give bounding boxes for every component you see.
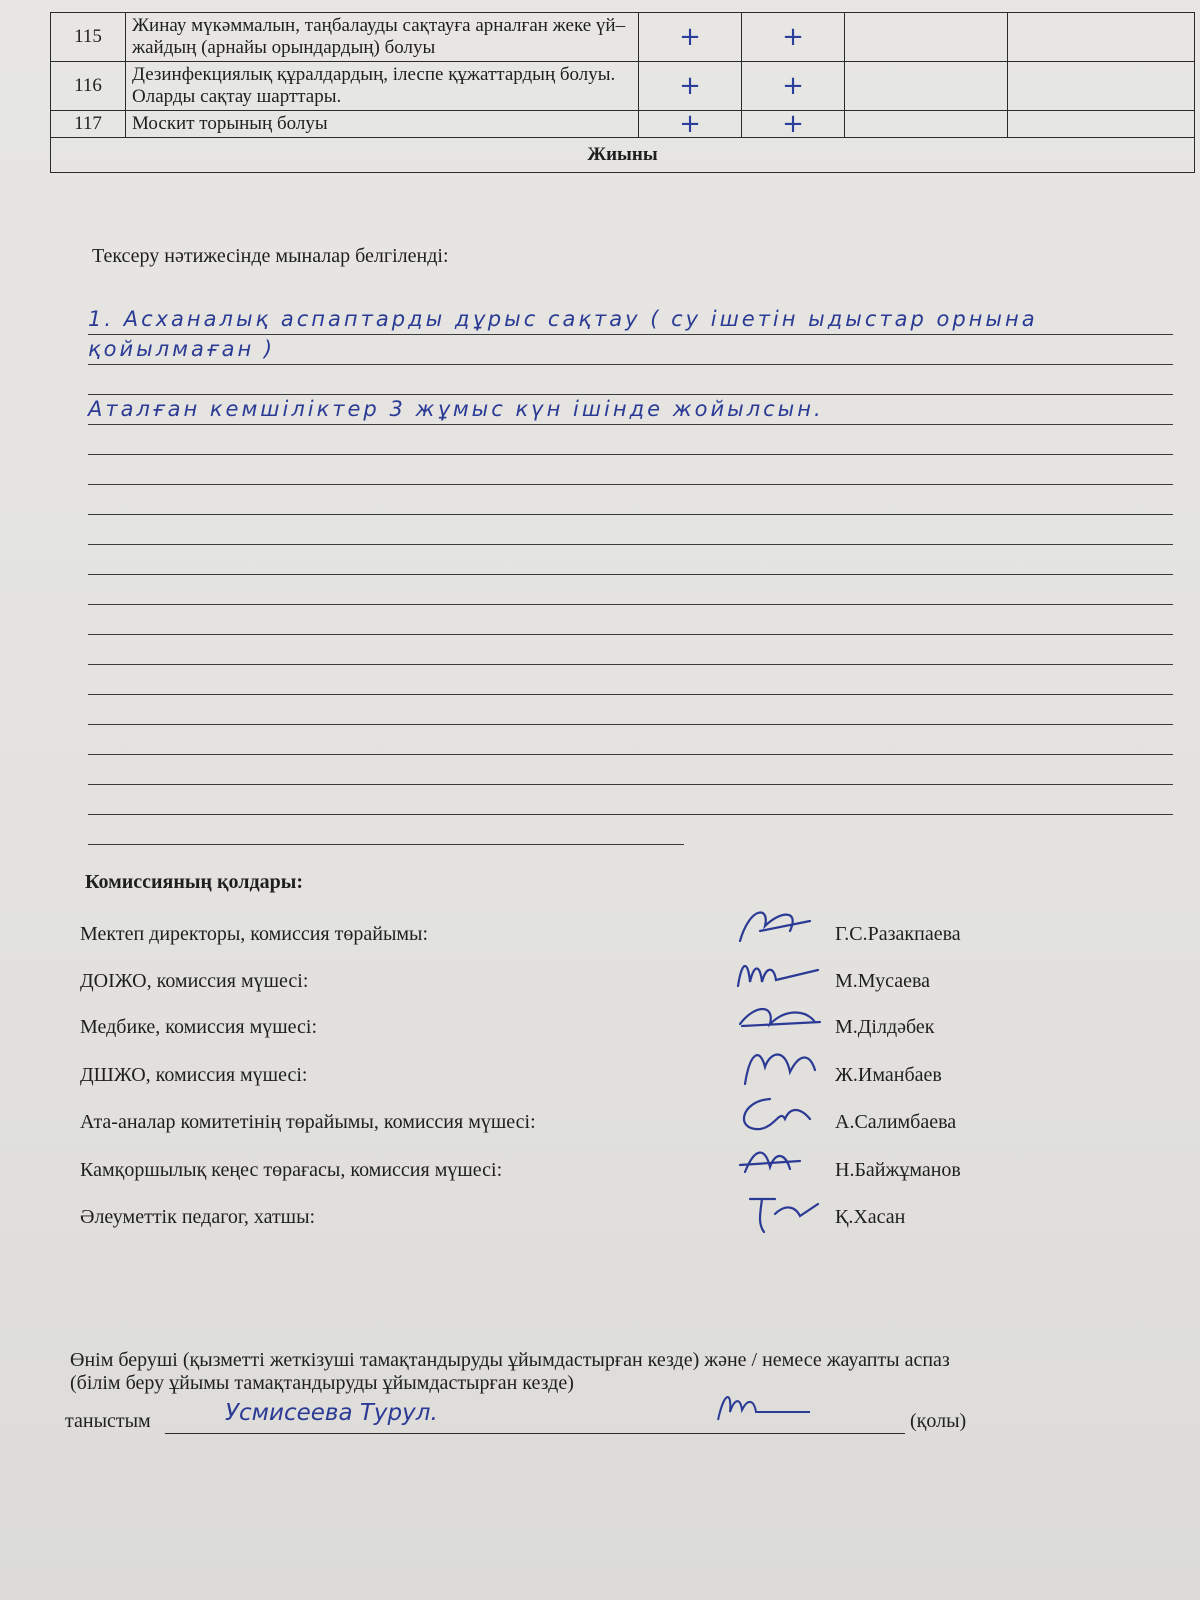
member-role: ДШЖО, комиссия мүшесі: (80, 1064, 308, 1086)
signature-icon (730, 1184, 826, 1234)
ruled-line (88, 815, 684, 845)
member-role: Медбике, комиссия мүшесі: (80, 1016, 318, 1038)
signature-icon (730, 1089, 826, 1139)
row-number: 117 (51, 111, 126, 138)
ruled-line (88, 755, 1173, 785)
footer-text (70, 1349, 1170, 1395)
ruled-line (88, 785, 1173, 815)
signature-row (80, 1159, 1180, 1191)
ruled-line (88, 605, 1173, 635)
signature-icon (730, 994, 826, 1044)
row-mark-2: + (742, 111, 845, 138)
signature-row (80, 923, 1180, 955)
acknowledgement-label: таныстым (65, 1410, 151, 1432)
row-requirement: Дезинфекциялық құралдардың, ілеспе құжаттардың болуы. Оларды сақтау шарттары. (126, 62, 639, 111)
ruled-line (88, 485, 1173, 515)
findings-label: Тексеру нәтижесінде мыналар белгіленді: (92, 245, 449, 267)
signature-icon (730, 948, 826, 998)
handwritten-note: 1. Асханалық аспаптарды дұрыс сақтау ( су ішетін ыдыстар орнына (88, 307, 1038, 331)
member-name: Ж.Иманбаев (835, 1064, 942, 1086)
row-number: 116 (51, 62, 126, 111)
ruled-line (88, 575, 1173, 605)
signature-icon (710, 1382, 820, 1432)
signature-icon (730, 901, 826, 951)
ruled-line (88, 455, 1173, 485)
row-empty-cell (1008, 62, 1195, 111)
table-row (51, 13, 1195, 62)
member-role: ДОІЖО, комиссия мүшесі: (80, 970, 309, 992)
ruled-line (88, 335, 1173, 365)
footer-line-1: Өнім беруші (қызметті жеткізуші тамақтандыруды ұйымдастырған кезде) және / немесе жауапты аспаз (70, 1349, 950, 1371)
member-name: Н.Байжұманов (835, 1159, 961, 1181)
row-mark-1: + (639, 13, 742, 62)
row-empty-cell (1008, 13, 1195, 62)
member-role: Мектеп директоры, комиссия төрайымы: (80, 923, 429, 945)
ruled-line (88, 665, 1173, 695)
total-row (51, 138, 1195, 173)
member-name: А.Салимбаева (835, 1111, 957, 1133)
handwritten-note: қойылмаған ) (88, 337, 276, 361)
member-name: М.Ділдәбек (835, 1016, 935, 1038)
checklist-table (50, 12, 1195, 173)
row-empty-cell (845, 13, 1008, 62)
row-requirement: Москит торының болуы (126, 111, 639, 138)
member-name: М.Мусаева (835, 970, 930, 992)
row-requirement: Жинау мүкәммалын, таңбалауды сақтауға арналған жеке үй–жайдың (арнайы орындардың) болуы (126, 13, 639, 62)
signature-icon (730, 1042, 826, 1092)
ruled-line (88, 305, 1173, 335)
ruled-line (88, 515, 1173, 545)
table-row (51, 62, 1195, 111)
row-mark-1: + (639, 62, 742, 111)
total-label: Жиыны (51, 138, 1195, 173)
handwritten-note: Аталған кемшіліктер 3 жұмыс күн ішінде жойылсын. (88, 397, 824, 421)
member-role: Ата-аналар комитетінің төрайымы, комиссия мүшесі: (80, 1111, 536, 1133)
row-empty-cell (845, 111, 1008, 138)
acknowledgement-handwriting: Усмисеева Турул. (225, 1400, 438, 1426)
member-name: Қ.Хасан (835, 1206, 906, 1228)
signature-row (80, 1064, 1180, 1096)
footer-line-2: (білім беру ұйымы тамақтандыруды ұйымдастырған кезде) (70, 1372, 574, 1394)
ruled-line (88, 365, 1173, 395)
row-mark-1: + (639, 111, 742, 138)
row-number: 115 (51, 13, 126, 62)
row-mark-2: + (742, 13, 845, 62)
signature-row (80, 970, 1180, 1002)
ruled-line (88, 425, 1173, 455)
table-row (51, 111, 1195, 138)
acknowledgement-fill-line (165, 1433, 905, 1434)
signature-row (80, 1111, 1180, 1143)
row-empty-cell (1008, 111, 1195, 138)
ruled-line (88, 395, 1173, 425)
findings-lines (88, 305, 1173, 845)
ruled-line (88, 635, 1173, 665)
signature-row (80, 1206, 1180, 1238)
member-name: Г.С.Разакпаева (835, 923, 961, 945)
row-mark-2: + (742, 62, 845, 111)
ruled-line (88, 695, 1173, 725)
ruled-line (88, 725, 1173, 755)
signature-caption: (қолы) (910, 1410, 967, 1432)
signature-icon (730, 1137, 826, 1187)
member-role: Әлеуметтік педагог, хатшы: (80, 1206, 316, 1228)
row-empty-cell (845, 62, 1008, 111)
signature-row (80, 1016, 1180, 1048)
ruled-line (88, 545, 1173, 575)
acknowledgement-line (65, 1400, 1165, 1440)
member-role: Камқоршылық кеңес төрағасы, комиссия мүшесі: (80, 1159, 503, 1181)
signatures-heading: Комиссияның қолдары: (85, 871, 304, 893)
